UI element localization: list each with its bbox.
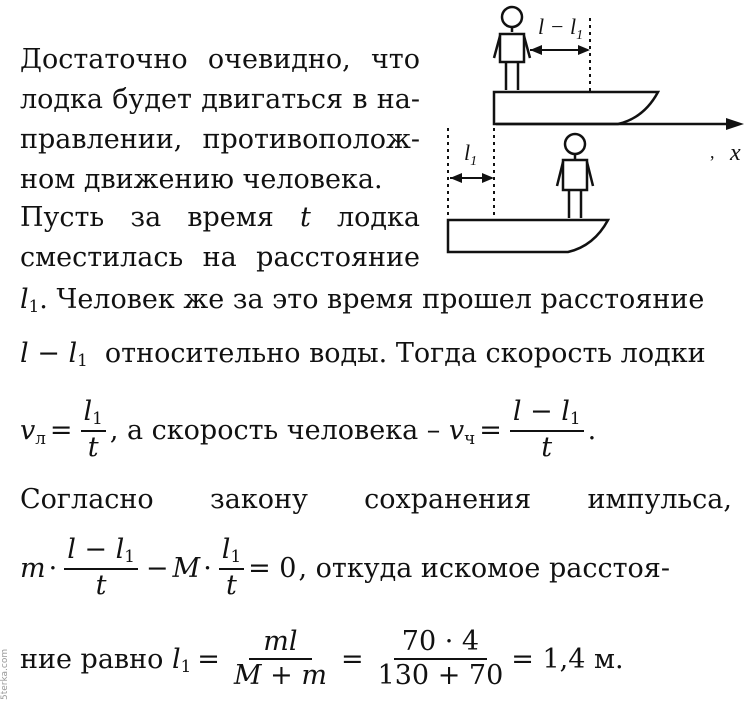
denominator: t (541, 431, 553, 463)
word: Достаточно (20, 44, 188, 75)
minus-sign: − (37, 338, 60, 369)
formula-fraction (233, 625, 327, 691)
equals-sign: = (479, 414, 502, 446)
bottom-distance-label: $l_1$ (464, 140, 478, 169)
man-velocity-var: v (448, 414, 465, 446)
intro-line-2 (20, 80, 420, 120)
numerator-sub: 1 (230, 546, 242, 567)
l1-variable: l (68, 338, 78, 369)
equals-sign: = (197, 643, 220, 675)
dot-operator: · (48, 552, 58, 584)
arrow-head-left (530, 45, 542, 55)
fraction-2 (219, 533, 244, 601)
intro-line-4: ном движению человека. (20, 164, 383, 195)
boat-velocity-var: v (20, 414, 36, 446)
velocities-middle-text: , а скорость человека – (109, 414, 441, 446)
l-variable: l (20, 338, 29, 369)
man-velocity-fraction (510, 395, 584, 463)
arrow-head-left (450, 173, 462, 183)
velocities-line (20, 388, 596, 472)
top-distance-label: $l - l_1$ (538, 14, 584, 43)
man-figure-bottom (557, 134, 593, 218)
fraction-1 (64, 533, 138, 601)
numerator: l − l (512, 395, 570, 427)
answer-prefix: ние равно (20, 643, 164, 675)
denominator: t (226, 569, 237, 601)
numerator: l (83, 395, 93, 427)
numerator: ml (249, 628, 311, 660)
arrow-head-right (578, 45, 590, 55)
man-figure-top (494, 7, 530, 90)
word: в (352, 84, 368, 115)
numeric-fraction (377, 625, 504, 691)
man-velocity-sub: ч (464, 428, 476, 448)
intro-paragraph (20, 40, 420, 200)
answer-line (20, 614, 624, 704)
word: противополож- (202, 124, 420, 155)
word: что (370, 44, 420, 75)
denominator: 130 + 70 (377, 660, 504, 691)
word: за (130, 202, 162, 233)
x-axis-arrow (726, 118, 744, 130)
denominator: M + m (233, 660, 327, 691)
word: на- (376, 84, 420, 115)
word: лодка (336, 202, 420, 233)
arrow-head-right (482, 173, 494, 183)
minus-sign: − (145, 552, 169, 584)
period: . (587, 414, 597, 446)
boat-velocity-sub: л (35, 428, 46, 448)
denominator: t (87, 431, 99, 463)
boat-velocity-fraction (81, 395, 106, 463)
momentum-line (20, 484, 732, 515)
boat-diagram (430, 0, 750, 270)
word: правлении, (20, 124, 183, 155)
line-l1-text: . Человек же за это время прошел расстояние (39, 284, 705, 315)
word: лодка (20, 84, 104, 115)
axis-dot: , (710, 142, 715, 162)
word: время (187, 202, 274, 233)
word: Согласно (20, 484, 154, 515)
numerator-sub: 1 (124, 546, 135, 567)
equation-rhs: = 0 (248, 552, 297, 584)
intro-line-3 (20, 120, 420, 160)
dot-operator: · (203, 552, 212, 584)
word: двигаться (201, 84, 344, 115)
l1-subscript: 1 (28, 296, 40, 317)
denominator: t (95, 569, 107, 601)
top-boat (494, 92, 658, 124)
line-l1 (20, 284, 704, 316)
mass-boat: M (172, 552, 201, 584)
para2-line-1 (20, 202, 420, 233)
word: Пусть (20, 202, 105, 233)
line-relative-text: относительно воды. Тогда скорость лодки (104, 338, 706, 369)
line-relative (20, 338, 706, 370)
equals-sign: = (340, 643, 364, 675)
word: расстояние (256, 242, 420, 273)
l1-variable: l (171, 643, 181, 675)
word: закону (210, 484, 308, 515)
x-axis-label: x (730, 140, 741, 166)
equals-sign: = (49, 414, 73, 446)
numerator: l (221, 533, 231, 565)
word: на (202, 242, 237, 273)
para2-line-2 (20, 242, 420, 273)
intro-line-1 (20, 40, 420, 80)
time-variable: t (299, 202, 311, 233)
l1-subscript: 1 (77, 350, 88, 371)
l1-subscript: 1 (180, 656, 192, 676)
mass-man: m (20, 552, 46, 584)
equation-text: , откуда искомое расстоя- (298, 552, 670, 584)
word: очевидно, (207, 44, 351, 75)
answer-result: = 1,4 м. (511, 643, 624, 675)
word: импульса, (587, 484, 732, 515)
momentum-equation (20, 526, 670, 610)
bottom-boat (448, 220, 608, 252)
numerator-sub: 1 (569, 408, 581, 429)
watermark: 5terka.com (0, 648, 10, 700)
numerator: l − l (67, 533, 125, 565)
numerator-sub: 1 (92, 408, 103, 429)
word: сохранения (364, 484, 532, 515)
numerator: 70 · 4 (394, 628, 487, 660)
word: будет (112, 84, 192, 115)
l1-variable: l (20, 284, 29, 315)
word: сместилась (20, 242, 184, 273)
